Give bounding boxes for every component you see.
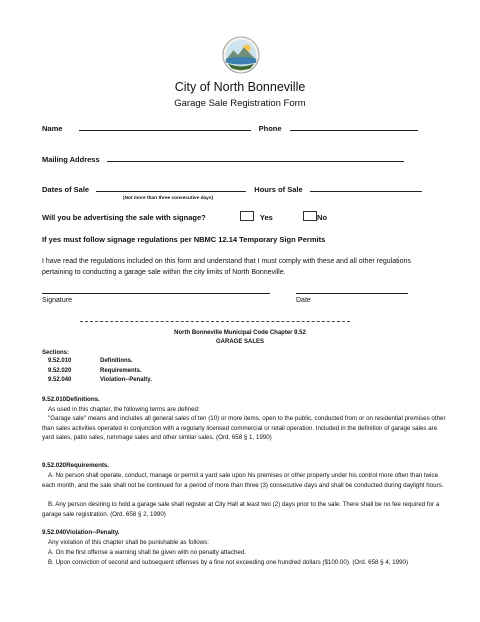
requirements-heading: 9.52.020Requirements. — [42, 462, 110, 469]
chapter-title: North Bonneville Municipal Code Chapter 9.52 — [174, 330, 306, 336]
sections-label: Sections: — [42, 350, 70, 356]
section-number: 9.52.020 — [48, 368, 72, 374]
section-title: Definitions. — [100, 358, 133, 364]
signage-rule: If yes must follow signage regulations per NBMC 12.14 Temporary Sign Permits — [42, 235, 326, 244]
penalty-b: B. Upon conviction of second and subsequent offenses by a fine not exceeding one hundred dollars ($100.00). (Ord. 658 § 4, 1990) — [48, 559, 409, 566]
signage-row — [42, 211, 327, 222]
penalty-intro: Any violation of this chapter shall be punishable as follows: — [48, 539, 209, 546]
hours-of-sale-label: Hours of Sale — [254, 185, 303, 194]
phone-label: Phone — [258, 124, 282, 133]
date-label: Date — [296, 297, 311, 304]
signature-line[interactable] — [42, 292, 270, 294]
name-label: Name — [42, 124, 63, 133]
no-checkbox[interactable] — [303, 211, 317, 221]
yes-label: Yes — [259, 213, 273, 222]
mailing-row — [42, 153, 404, 164]
signature-label: Signature — [42, 297, 72, 304]
acknowledgement-text: I have read the regulations included on this form and understand that I must comply with these and all other regulations pertaining to conducting a garage sale within the city limits of North Bonneville. — [42, 258, 411, 276]
name-phone-row — [42, 122, 418, 133]
section-divider — [80, 321, 350, 322]
penalty-heading: 9.52.040Violation--Penalty. — [42, 529, 120, 536]
section-number: 9.52.010 — [48, 358, 72, 364]
dates-of-sale-field[interactable] — [96, 183, 246, 192]
section-title: Requirements. — [100, 368, 142, 374]
yes-checkbox[interactable] — [240, 211, 254, 221]
no-label: No — [317, 213, 328, 222]
section-title: Violation--Penalty. — [100, 377, 152, 383]
chapter-name: GARAGE SALES — [215, 339, 264, 345]
city-seal-logo — [222, 36, 260, 74]
requirements-a: A. No person shall operate, conduct, manage or permit a yard sale upon his premises or other property under his control more often than twice each month, and the sale shall not be continued for a period of more than three (3) consecutive days and shall be conducted during daylight hours. — [42, 472, 444, 489]
phone-field[interactable] — [290, 122, 418, 131]
mailing-address-field[interactable] — [107, 153, 404, 162]
definitions-body: "Garage sale" means and includes all general sales of ten (10) or more items, open to the public, conducted from or on residential premises other than sales activities operated in conjunction with a regularly licensed commercial or retail operation. Included in the definition of garage sales are yard sales, patio sales, rummage sales and other similar sales. (Ord. 658 § 1, 1990) — [42, 415, 446, 441]
dates-of-sale-label: Dates of Sale — [42, 185, 90, 194]
signage-question: Will you be advertising the sale with signage? — [42, 213, 206, 222]
penalty-a: A. On the first offense a warning shall be given with no penalty attached. — [48, 549, 247, 556]
section-number: 9.52.040 — [48, 377, 72, 383]
form-title: Garage Sale Registration Form — [174, 98, 306, 109]
dates-note: (Not more than three consecutive days) — [123, 196, 214, 201]
requirements-b: B. Any person desiring to hold a garage sale shall register at City Hall at least two (2) days prior to the sale. There shall be no fee required for a garage sale registration. (Ord. 658 § 2, 1990) — [42, 501, 440, 518]
dates-hours-row — [42, 183, 422, 194]
definitions-intro: As used in this chapter, the following terms are defined: — [48, 406, 200, 413]
city-name: City of North Bonneville — [174, 80, 306, 94]
definitions-heading: 9.52.010Definitions. — [42, 396, 100, 403]
name-field[interactable] — [79, 122, 251, 131]
date-line[interactable] — [296, 292, 408, 294]
mailing-address-label: Mailing Address — [42, 155, 100, 164]
hours-of-sale-field[interactable] — [310, 183, 422, 192]
